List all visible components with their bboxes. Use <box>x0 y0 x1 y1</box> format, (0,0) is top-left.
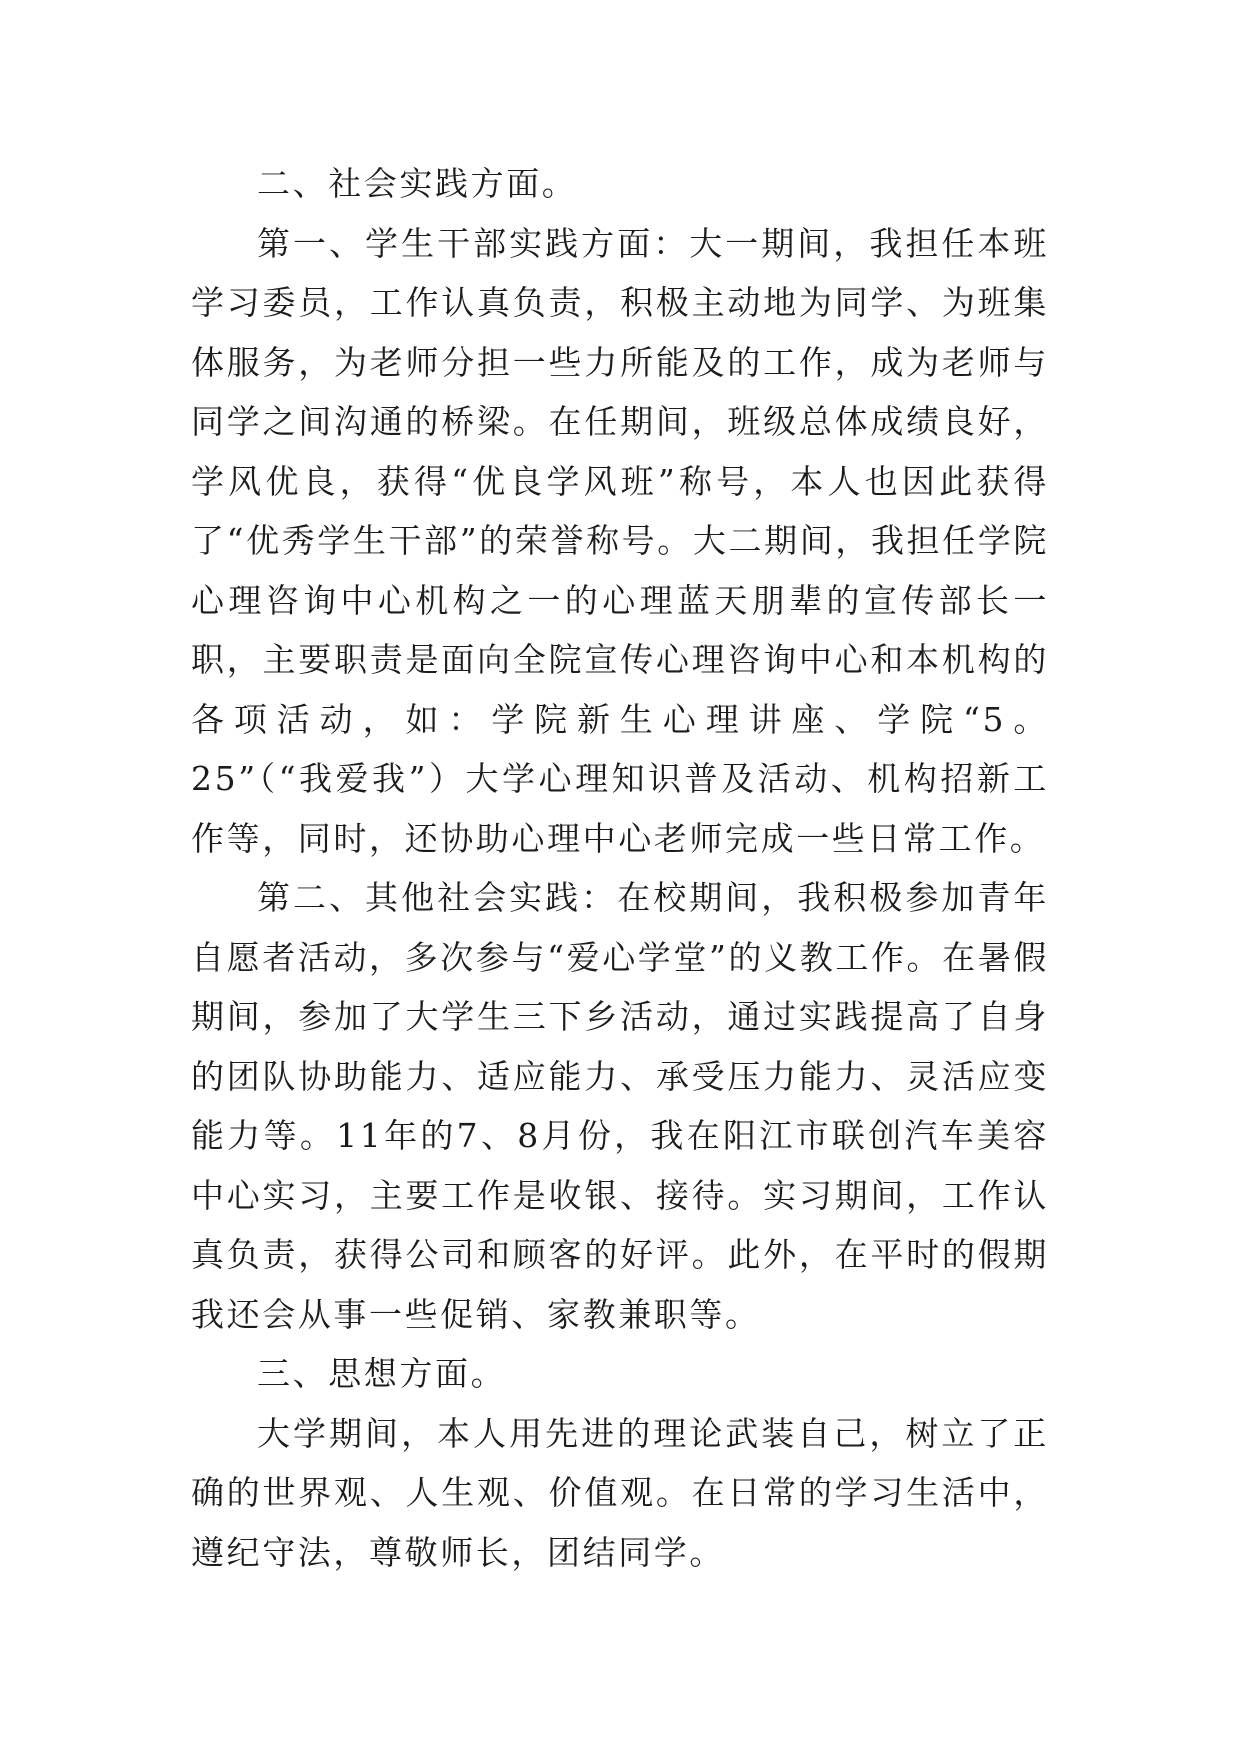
document-body <box>191 154 1049 1582</box>
paragraph-student-cadre-practice: 第一、学生干部实践方面：大一期间，我担任本班学习委员，工作认真负责，积极主动地为同学、为班集体服务，为老师分担一些力所能及的工作，成为老师与同学之间沟通的桥梁。在任期间，班级总体成绩良好，学风优良，获得“优良学风班”称号，本人也因此获得了“优秀学生干部”的荣誉称号。大二期间，我担任学院心理咨询中心机构之一的心理蓝天朋辈的宣传部长一职，主要职责是面向全院宣传心理咨询中心和本机构的各项活动，如：学院新生心理讲座、学院“5。25”（“我爱我”）大学心理知识普及活动、机构招新工作等，同时，还协助心理中心老师完成一些日常工作。 <box>191 223 1049 858</box>
paragraph-ideology: 大学期间，本人用先进的理论武装自己，树立了正确的世界观、人生观、价值观。在日常的学习生活中，遵纪守法，尊敬师长，团结同学。 <box>191 1413 1049 1572</box>
paragraph-other-social-practice: 第二、其他社会实践：在校期间，我积极参加青年自愿者活动，多次参与“爱心学堂”的义教工作。在暑假期间，参加了大学生三下乡活动，通过实践提高了自身的团队协助能力、适应能力、承受压力能力、灵活应变能力等。11年的7、8月份，我在阳江市联创汽车美容中心实习，主要工作是收银、接待。实习期间，工作认真负责，获得公司和顾客的好评。此外，在平时的假期我还会从事一些促销、家教兼职等。 <box>191 878 1049 1334</box>
section-heading-ideology: 三、思想方面。 <box>257 1354 507 1393</box>
section-heading-social-practice: 二、社会实践方面。 <box>257 164 578 203</box>
